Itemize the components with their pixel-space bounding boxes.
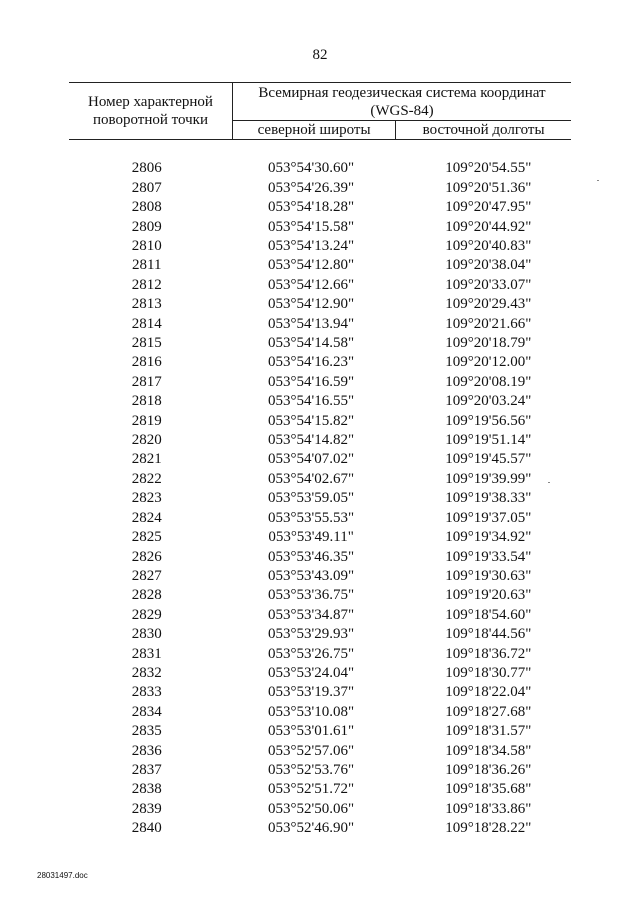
latitude-cell: 053°52'53.76" [268, 761, 355, 778]
longitude-cell: 109°20'51.36" [445, 179, 532, 196]
table-row [69, 567, 571, 586]
point-number-cell: 2824 [131, 509, 162, 526]
table-row [69, 606, 571, 625]
point-number-cell: 2839 [131, 800, 162, 817]
point-number-cell: 2813 [131, 296, 162, 313]
latitude-cell: 053°53'19.37" [268, 684, 355, 701]
table-row [69, 489, 571, 508]
latitude-cell: 053°54'14.58" [268, 335, 355, 352]
longitude-cell: 109°19'33.54" [445, 548, 532, 565]
table-row [69, 683, 571, 702]
longitude-cell: 109°18'36.72" [445, 645, 532, 662]
table-row [69, 334, 571, 353]
latitude-cell: 053°53'46.35" [268, 548, 355, 565]
table-row [69, 179, 571, 198]
table-row [69, 819, 571, 838]
table-row [69, 295, 571, 314]
table-row [69, 353, 571, 372]
point-number-cell: 2817 [131, 373, 162, 390]
table-row [69, 645, 571, 664]
table-row [69, 625, 571, 644]
header-latitude: северной широты [233, 121, 396, 140]
spacer-row [69, 140, 571, 160]
table-row [69, 450, 571, 469]
table-row [69, 256, 571, 275]
point-number-cell: 2820 [131, 432, 162, 449]
latitude-cell: 053°54'16.23" [268, 354, 355, 371]
latitude-cell: 053°53'49.11" [268, 529, 354, 546]
point-number-cell: 2815 [131, 335, 162, 352]
latitude-cell: 053°54'15.82" [268, 412, 355, 429]
point-number-cell: 2816 [131, 354, 162, 371]
latitude-cell: 053°54'16.59" [268, 373, 355, 390]
point-number-cell: 2812 [131, 276, 162, 293]
longitude-cell: 109°20'54.55" [445, 160, 532, 177]
header-point-number-label: Номер характерной поворотной точки [88, 94, 213, 128]
latitude-cell: 053°54'13.24" [268, 238, 355, 255]
longitude-cell: 109°19'30.63" [445, 567, 532, 584]
longitude-cell: 109°18'22.04" [445, 684, 532, 701]
latitude-cell: 053°53'55.53" [268, 509, 355, 526]
longitude-cell: 109°20'21.66" [445, 315, 532, 332]
latitude-cell: 053°54'16.55" [268, 393, 355, 410]
longitude-cell: 109°18'31.57" [445, 723, 532, 740]
longitude-cell: 109°20'08.19" [445, 373, 532, 390]
point-number-cell: 2821 [131, 451, 162, 468]
table-row [69, 412, 571, 431]
header-point-number [69, 83, 233, 140]
longitude-cell: 109°20'38.04" [445, 257, 532, 274]
table-row [69, 315, 571, 334]
table-row [69, 722, 571, 741]
point-number-cell: 2826 [131, 548, 162, 565]
point-number-cell: 2827 [131, 567, 162, 584]
point-number-cell: 2825 [131, 529, 162, 546]
latitude-cell: 053°52'57.06" [268, 742, 355, 759]
point-number-cell: 2828 [131, 587, 162, 604]
point-number-cell: 2837 [131, 761, 162, 778]
latitude-cell: 053°53'36.75" [268, 587, 355, 604]
latitude-cell: 053°54'02.67" [268, 470, 355, 487]
point-number-cell: 2836 [131, 742, 162, 759]
longitude-cell: 109°20'44.92" [445, 218, 532, 235]
table-row [69, 742, 571, 761]
longitude-cell: 109°18'30.77" [445, 664, 532, 681]
point-number-cell: 2832 [131, 664, 162, 681]
table-header [69, 83, 571, 140]
table-row [69, 528, 571, 547]
latitude-cell: 053°54'14.82" [268, 432, 355, 449]
point-number-cell: 2807 [131, 179, 162, 196]
point-number-cell: 2810 [131, 238, 162, 255]
point-number-cell: 2811 [132, 257, 162, 274]
longitude-cell: 109°18'44.56" [445, 626, 532, 643]
point-number-cell: 2822 [131, 470, 162, 487]
table-row [69, 276, 571, 295]
point-number-cell: 2818 [131, 393, 162, 410]
latitude-cell: 053°54'13.94" [268, 315, 355, 332]
table-row [69, 218, 571, 237]
scan-speck [548, 482, 550, 483]
table-row [69, 470, 571, 489]
footer-filename: 28031497.doc [37, 871, 88, 880]
point-number-cell: 2823 [131, 490, 162, 507]
table-row [69, 703, 571, 722]
longitude-cell: 109°18'54.60" [445, 606, 532, 623]
latitude-cell: 053°52'51.72" [268, 781, 355, 798]
page-number: 82 [312, 47, 328, 63]
longitude-cell: 109°18'28.22" [445, 820, 532, 837]
latitude-cell: 053°54'07.02" [268, 451, 355, 468]
longitude-cell: 109°18'27.68" [445, 703, 532, 720]
header-system-title: Всемирная геодезическая система координат [258, 84, 546, 101]
longitude-cell: 109°19'20.63" [445, 587, 532, 604]
scan-speck [597, 180, 599, 181]
longitude-cell: 109°19'51.14" [445, 432, 532, 449]
longitude-cell: 109°20'47.95" [445, 199, 532, 216]
latitude-cell: 053°54'18.28" [268, 199, 355, 216]
table-row [69, 237, 571, 256]
header-system-code: (WGS-84) [370, 102, 434, 119]
point-number-cell: 2830 [131, 626, 162, 643]
longitude-cell: 109°19'45.57" [445, 451, 532, 468]
latitude-cell: 053°53'01.61" [268, 723, 355, 740]
table-body [69, 140, 571, 839]
table-row [69, 780, 571, 799]
point-number-cell: 2831 [131, 645, 162, 662]
latitude-cell: 053°54'30.60" [268, 160, 355, 177]
longitude-cell: 109°20'18.79" [445, 335, 532, 352]
coordinates-table [69, 82, 571, 839]
point-number-cell: 2814 [131, 315, 162, 332]
table-row [69, 159, 571, 178]
longitude-cell: 109°20'03.24" [445, 393, 532, 410]
point-number-cell: 2833 [131, 684, 162, 701]
longitude-cell: 109°18'35.68" [445, 781, 532, 798]
point-number-cell: 2819 [131, 412, 162, 429]
longitude-cell: 109°18'36.26" [445, 761, 532, 778]
longitude-cell: 109°20'12.00" [445, 354, 532, 371]
point-number-cell: 2835 [131, 723, 162, 740]
longitude-cell: 109°20'33.07" [445, 276, 532, 293]
header-longitude: восточной долготы [396, 121, 571, 140]
latitude-cell: 053°54'12.90" [268, 296, 355, 313]
longitude-cell: 109°19'56.56" [445, 412, 532, 429]
latitude-cell: 053°53'24.04" [268, 664, 355, 681]
point-number-cell: 2809 [131, 218, 162, 235]
longitude-cell: 109°20'29.43" [445, 296, 532, 313]
latitude-cell: 053°53'43.09" [268, 567, 355, 584]
point-number-cell: 2838 [131, 781, 162, 798]
latitude-cell: 053°54'12.66" [268, 276, 355, 293]
table-row [69, 373, 571, 392]
latitude-cell: 053°54'26.39" [268, 179, 355, 196]
longitude-cell: 109°19'39.99" [445, 470, 532, 487]
longitude-cell: 109°19'38.33" [445, 490, 532, 507]
latitude-cell: 053°53'29.93" [268, 626, 355, 643]
latitude-cell: 053°52'50.06" [268, 800, 355, 817]
header-coordinate-system [233, 83, 572, 121]
latitude-cell: 053°53'59.05" [268, 490, 355, 507]
table-row [69, 548, 571, 567]
table-row [69, 198, 571, 217]
latitude-cell: 053°53'34.87" [268, 606, 355, 623]
latitude-cell: 053°54'15.58" [268, 218, 355, 235]
latitude-cell: 053°53'10.08" [268, 703, 355, 720]
table-row [69, 392, 571, 411]
point-number-cell: 2834 [131, 703, 162, 720]
latitude-cell: 053°53'26.75" [268, 645, 355, 662]
point-number-cell: 2840 [131, 820, 162, 837]
table-row [69, 431, 571, 450]
latitude-cell: 053°54'12.80" [268, 257, 355, 274]
table-row [69, 800, 571, 819]
longitude-cell: 109°19'37.05" [445, 509, 532, 526]
table-row [69, 664, 571, 683]
point-number-cell: 2806 [131, 160, 162, 177]
point-number-cell: 2829 [131, 606, 162, 623]
longitude-cell: 109°20'40.83" [445, 238, 532, 255]
table-row [69, 509, 571, 528]
table-row [69, 586, 571, 605]
point-number-cell: 2808 [131, 199, 162, 216]
table-row [69, 761, 571, 780]
latitude-cell: 053°52'46.90" [268, 820, 355, 837]
longitude-cell: 109°19'34.92" [445, 529, 532, 546]
longitude-cell: 109°18'34.58" [445, 742, 532, 759]
longitude-cell: 109°18'33.86" [445, 800, 532, 817]
